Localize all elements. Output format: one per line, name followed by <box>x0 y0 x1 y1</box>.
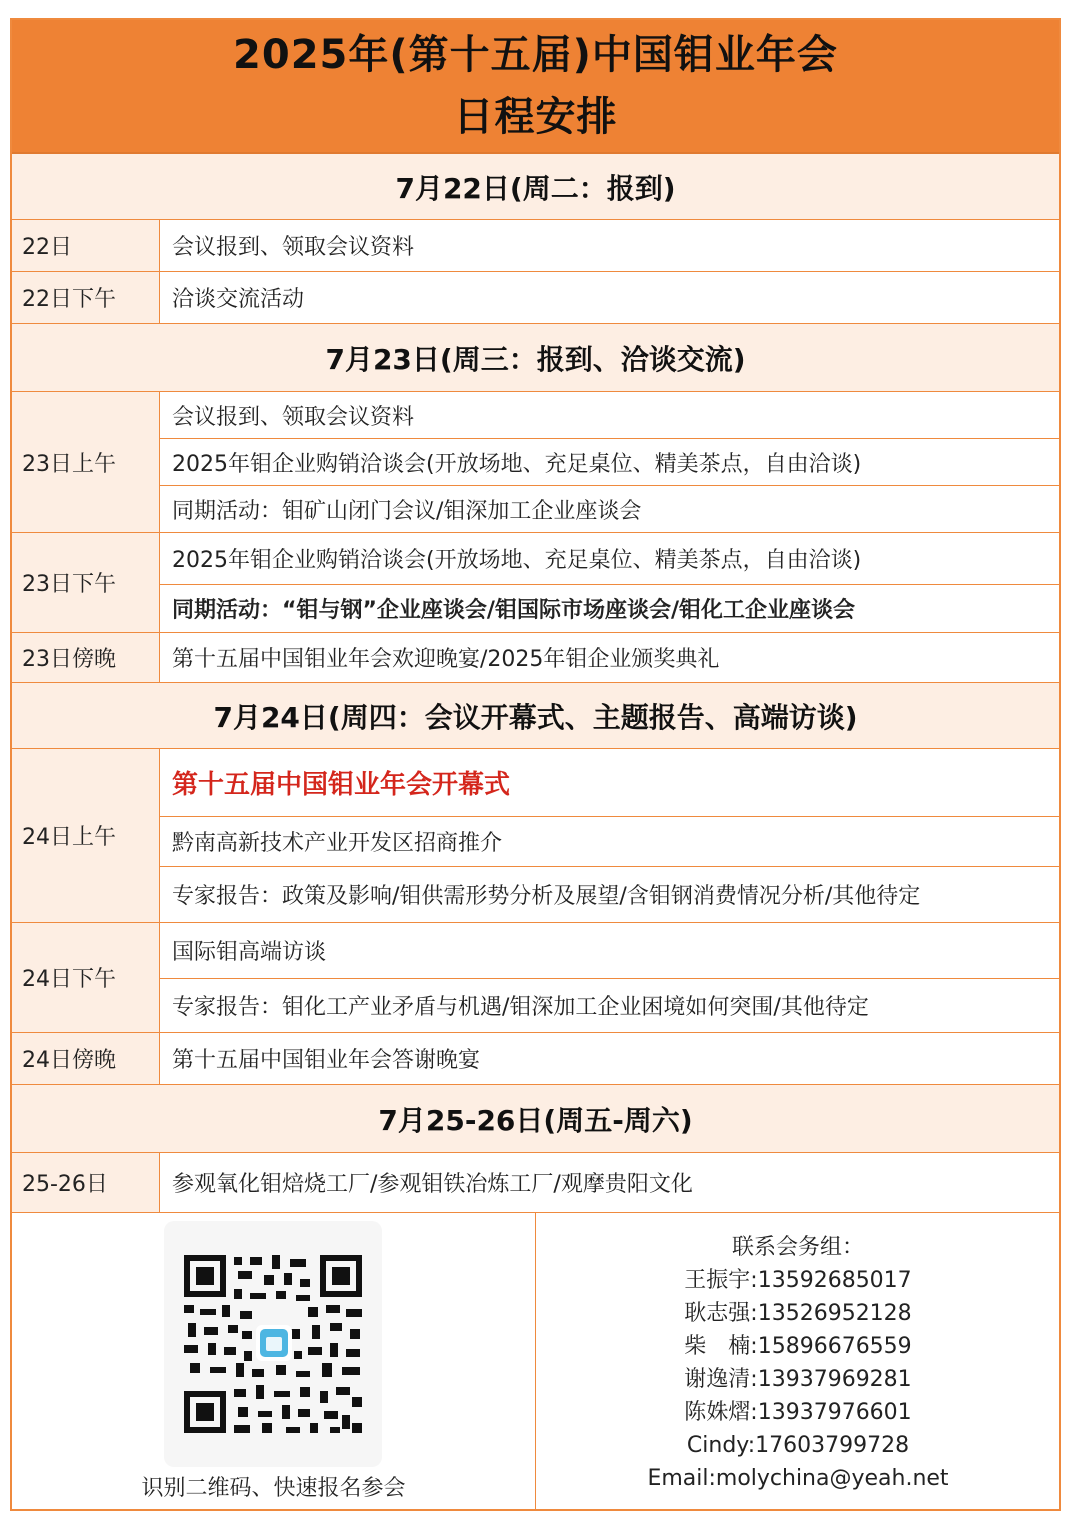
contact-line: 耿志强:13526952128 <box>684 1301 912 1326</box>
title-line-1: 2025年(第十五届)中国钼业年会 <box>233 32 838 78</box>
activity-cell: 2025年钼企业购销洽谈会(开放场地、充足桌位、精美茶点，自由洽谈) <box>160 439 1059 486</box>
title-line-2: 日程安排 <box>453 94 618 140</box>
activity-cell: 专家报告：钼化工产业矛盾与机遇/钼深加工企业困境如何突围/其他待定 <box>160 979 1059 1033</box>
footer <box>12 1213 1059 1511</box>
contact-title: 联系会务组： <box>731 1235 864 1260</box>
time-cell: 23日下午 <box>12 533 160 633</box>
activity-cell: 洽谈交流活动 <box>160 272 1059 324</box>
contact-line: 谢逸清:13937969281 <box>684 1367 912 1392</box>
activity-cell: 第十五届中国钼业年会答谢晚宴 <box>160 1033 1059 1085</box>
time-cell: 24日上午 <box>12 749 160 923</box>
activity-cell: 黔南高新技术产业开发区招商推介 <box>160 817 1059 867</box>
contact-line: 王振宇:13592685017 <box>684 1268 912 1293</box>
contact-line: Cindy:17603799728 <box>686 1433 910 1458</box>
day-header-25: 7月25-26日(周五-周六) <box>12 1085 1059 1153</box>
schedule-document <box>10 18 1061 1511</box>
activity-cell: 第十五届中国钼业年会欢迎晚宴/2025年钼企业颁奖典礼 <box>160 633 1059 683</box>
time-cell: 25-26日 <box>12 1153 160 1213</box>
time-cell: 24日傍晚 <box>12 1033 160 1085</box>
activity-cell: 国际钼高端访谈 <box>160 923 1059 979</box>
activity-cell: 会议报到、领取会议资料 <box>160 392 1059 439</box>
qr-code-icon <box>180 1251 366 1437</box>
time-cell: 23日傍晚 <box>12 633 160 683</box>
contact-line: 柴 楠:15896676559 <box>684 1334 912 1359</box>
time-cell: 23日上午 <box>12 392 160 533</box>
time-cell: 24日下午 <box>12 923 160 1033</box>
day-header-24: 7月24日(周四：会议开幕式、主题报告、高端访谈) <box>12 683 1059 749</box>
title-banner <box>12 20 1059 154</box>
contact-email[interactable]: Email:molychina@yeah.net <box>647 1466 949 1491</box>
time-cell: 22日下午 <box>12 272 160 324</box>
activity-cell: 同期活动：钼矿山闭门会议/钼深加工企业座谈会 <box>160 486 1059 533</box>
activity-cell: 会议报到、领取会议资料 <box>160 220 1059 272</box>
qr-section <box>12 1213 536 1511</box>
qr-code[interactable] <box>164 1221 382 1467</box>
day-header-22: 7月22日(周二：报到) <box>12 154 1059 220</box>
opening-ceremony-highlight: 第十五届中国钼业年会开幕式 <box>160 749 1059 817</box>
activity-cell: 参观氧化钼焙烧工厂/参观钼铁冶炼工厂/观摩贵阳文化 <box>160 1153 1059 1213</box>
qr-caption: 识别二维码、快速报名参会 <box>141 1476 406 1501</box>
time-cell: 22日 <box>12 220 160 272</box>
contact-line: 陈姝熠:13937976601 <box>684 1400 912 1425</box>
day-header-23: 7月23日(周三：报到、洽谈交流) <box>12 324 1059 392</box>
activity-cell: 专家报告：政策及影响/钼供需形势分析及展望/含钼钢消费情况分析/其他待定 <box>160 867 1059 923</box>
activity-cell: 2025年钼企业购销洽谈会(开放场地、充足桌位、精美茶点，自由洽谈) <box>160 533 1059 585</box>
activity-cell: 同期活动：“钼与钢”企业座谈会/钼国际市场座谈会/钼化工企业座谈会 <box>160 585 1059 633</box>
contact-section <box>537 1213 1059 1511</box>
